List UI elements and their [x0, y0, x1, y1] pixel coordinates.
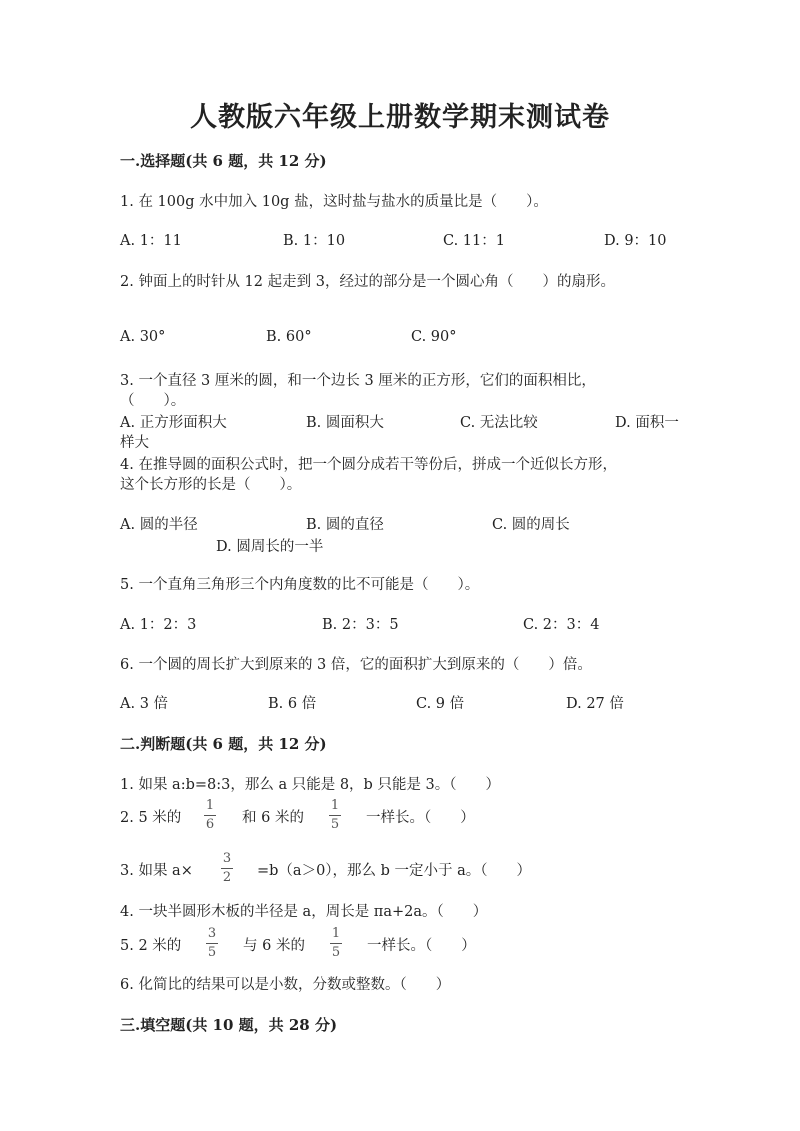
- fraction-denominator: 5: [330, 817, 340, 832]
- option-c: C. 无法比较: [460, 415, 538, 431]
- question-stem: 6. 一个圆的周长扩大到原来的 3 倍，它的面积扩大到原来的（ ）倍。: [120, 657, 592, 673]
- option-b: B. 6 倍: [268, 696, 317, 712]
- fraction-bar: [221, 868, 233, 869]
- section-heading-fill: 三.填空题(共 10 题，共 28 分): [120, 1016, 338, 1034]
- fraction-bar: [330, 943, 342, 944]
- option-a: A. 正方形面积大: [120, 415, 227, 431]
- section-heading-judge: 二.判断题(共 6 题，共 12 分): [120, 735, 327, 753]
- judge-question-part: 3. 如果 a×: [120, 863, 193, 879]
- option-c: C. 90°: [411, 329, 457, 345]
- option-b: B. 2：3：5: [322, 617, 399, 633]
- option-b: B. 1：10: [283, 233, 346, 249]
- option-d: D. 9：10: [604, 233, 667, 249]
- fraction: [329, 799, 341, 832]
- option-d: D. 27 倍: [566, 696, 624, 712]
- fraction-numerator: 1: [331, 926, 341, 941]
- fraction-bar: [206, 943, 218, 944]
- fraction-bar: [204, 815, 216, 816]
- judge-question-part: 5. 2 米的: [120, 938, 182, 954]
- fraction-numerator: 3: [207, 926, 217, 941]
- judge-question-part: 2. 5 米的: [120, 810, 182, 826]
- fraction-denominator: 6: [205, 817, 215, 832]
- question-stem: 5. 一个直角三角形三个内角度数的比不可能是（ ）。: [120, 577, 480, 593]
- fraction-denominator: 2: [222, 870, 232, 885]
- question-stem: 1. 在 100g 水中加入 10g 盐，这时盐与盐水的质量比是（ ）。: [120, 194, 548, 210]
- option-a: A. 1：2：3: [120, 617, 197, 633]
- option-d: D. 圆周长的一半: [216, 539, 324, 555]
- fraction: [330, 927, 342, 960]
- option-b: B. 圆面积大: [306, 415, 384, 431]
- fraction: [221, 852, 233, 885]
- option-a: A. 圆的半径: [120, 517, 198, 533]
- fraction-denominator: 5: [331, 945, 341, 960]
- option-c: C. 9 倍: [416, 696, 465, 712]
- judge-question-part: 与 6 米的: [243, 938, 305, 954]
- judge-question-part: 和 6 米的: [242, 810, 304, 826]
- question-stem: 2. 钟面上的时针从 12 起走到 3，经过的部分是一个圆心角（ ）的扇形。: [120, 274, 615, 290]
- option-c: C. 2：3：4: [523, 617, 600, 633]
- judge-question-part: =b（a＞0），那么 b 一定小于 a。（ ）: [257, 863, 532, 879]
- fraction-numerator: 1: [205, 798, 215, 813]
- question-stem-continued: 这个长方形的长是（ ）。: [120, 477, 302, 493]
- fraction-bar: [329, 815, 341, 816]
- question-stem: 3. 一个直径 3 厘米的圆，和一个边长 3 厘米的正方形，它们的面积相比，: [120, 373, 596, 389]
- option-d: D. 面积一: [615, 415, 679, 431]
- fraction-numerator: 3: [222, 851, 232, 866]
- judge-question: 6. 化简比的结果可以是小数，分数或整数。（ ）: [120, 977, 451, 993]
- judge-question: 1. 如果 a:b=8:3，那么 a 只能是 8，b 只能是 3。（ ）: [120, 777, 501, 793]
- question-stem-continued: （ ）。: [120, 393, 186, 409]
- option-b: B. 60°: [266, 329, 312, 345]
- fraction: [206, 927, 218, 960]
- option-a: A. 30°: [120, 329, 166, 345]
- option-a: A. 1：11: [120, 233, 182, 249]
- judge-question-part: 一样长。（ ）: [367, 938, 476, 954]
- option-c: C. 圆的周长: [492, 517, 570, 533]
- section-heading-choice: 一.选择题(共 6 题，共 12 分): [120, 152, 327, 170]
- fraction-denominator: 5: [207, 945, 217, 960]
- option-d-continued: 样大: [120, 435, 149, 451]
- question-stem: 4. 在推导圆的面积公式时，把一个圆分成若干等份后，拼成一个近似长方形，: [120, 457, 617, 473]
- judge-question: 4. 一块半圆形木板的半径是 a，周长是 πa+2a。（ ）: [120, 904, 488, 920]
- fraction: [204, 799, 216, 832]
- fraction-numerator: 1: [330, 798, 340, 813]
- option-c: C. 11：1: [443, 233, 505, 249]
- option-b: B. 圆的直径: [306, 517, 384, 533]
- page-title: 人教版六年级上册数学期末测试卷: [190, 102, 610, 133]
- judge-question-part: 一样长。（ ）: [366, 810, 475, 826]
- option-a: A. 3 倍: [120, 696, 169, 712]
